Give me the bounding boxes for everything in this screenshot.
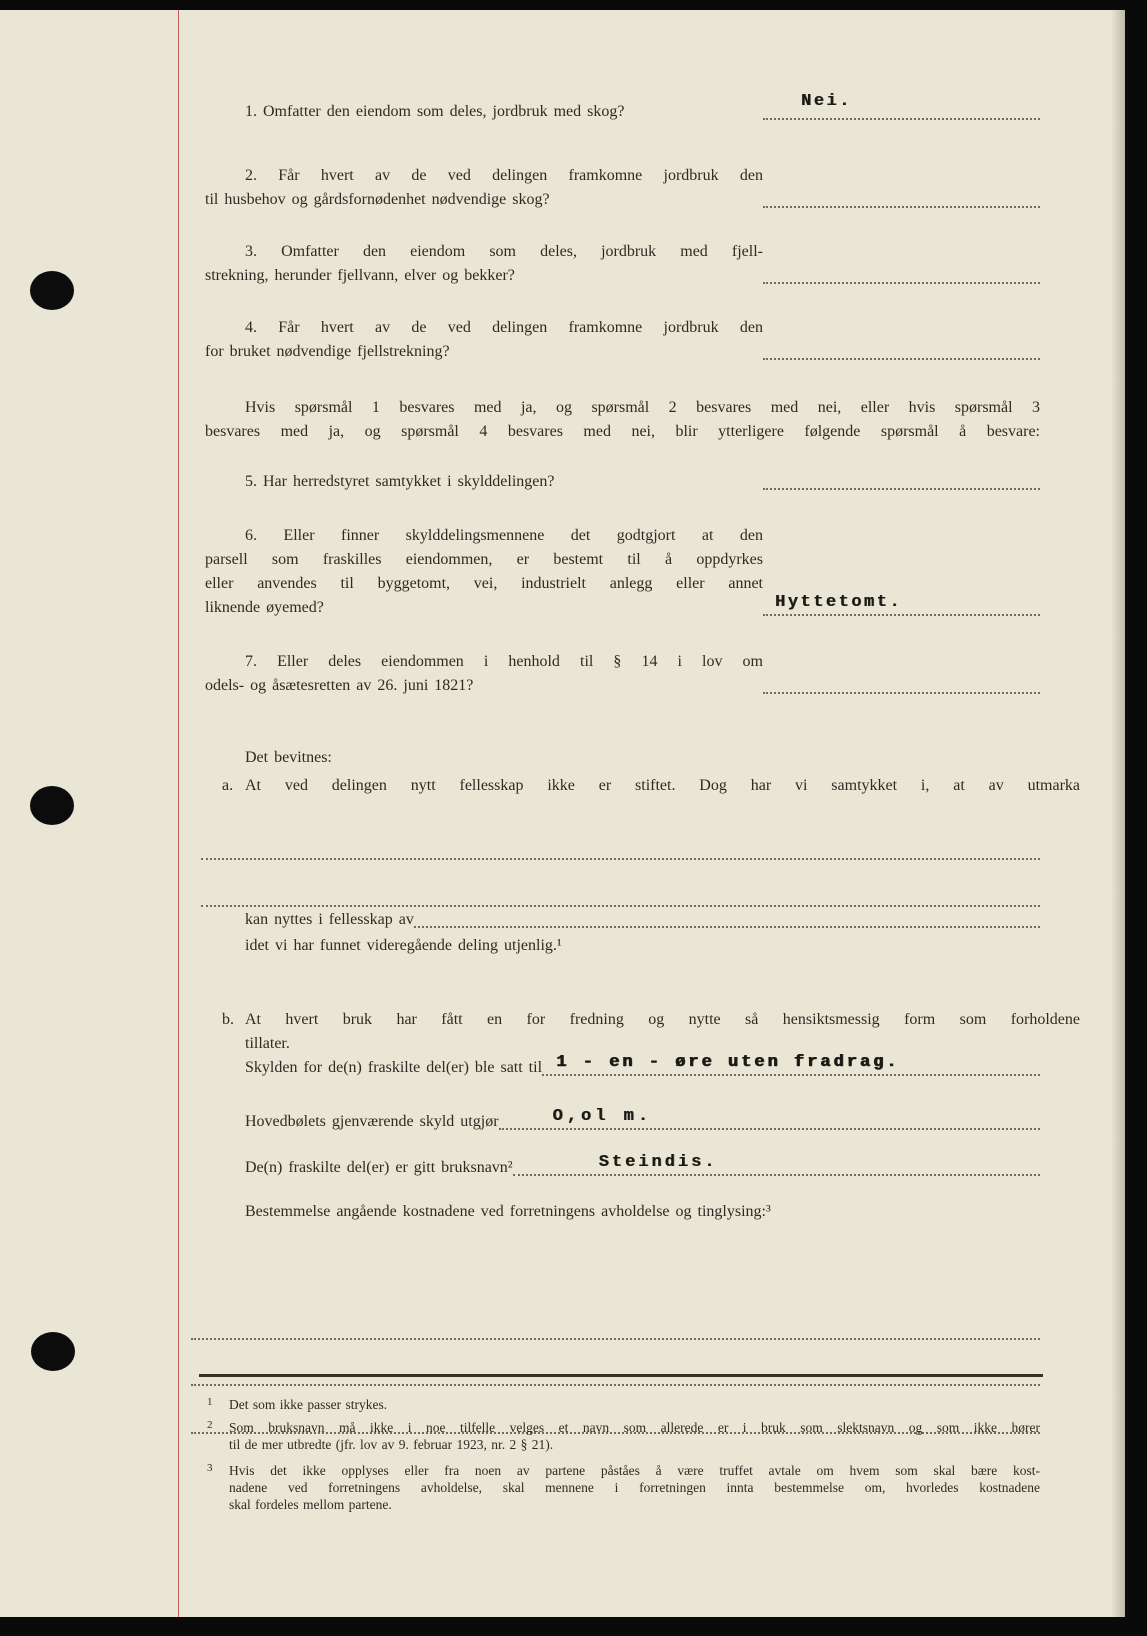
- form-content: [205, 10, 1080, 1512]
- answer-line-q3: [763, 282, 1040, 284]
- question-6-line4: liknende øyemed?: [205, 599, 324, 616]
- attest-item-a: [205, 774, 1080, 798]
- footnote-2-marker: 2: [207, 1419, 213, 1431]
- footnote-1: [205, 1396, 1040, 1413]
- question-1: [205, 92, 1040, 124]
- question-7: [205, 650, 1040, 698]
- attest-b-line1: At hvert bruk har fått en for fredning og nytte så hensiktsmessig form som forholdene: [245, 1011, 1080, 1028]
- fellesskap-row: [205, 908, 1040, 932]
- skyld-answer-line: [542, 1053, 1040, 1076]
- blank-answer-line-2: [201, 905, 1040, 907]
- fellesskap-answer-line: [414, 926, 1040, 928]
- question-6: [205, 524, 1040, 620]
- question-4: [205, 316, 1040, 364]
- question-2: [205, 164, 1040, 212]
- red-margin-line: [178, 10, 179, 1617]
- bruksnavn-answer-line: [513, 1153, 1040, 1176]
- question-7-line2: odels- og åsætesretten av 26. juni 1821?: [205, 677, 474, 694]
- kostnad-label: Bestemmelse angående kostnadene ved forretningens avholdelse og tinglysing:³: [245, 1203, 771, 1220]
- conditions-line1: Hvis spørsmål 1 besvares med ja, og spørsmål 2 besvares med nei, eller hvis spørsmål 3: [245, 399, 1040, 416]
- footnote-separator: [199, 1374, 1043, 1377]
- typed-answer-q1: Nei.: [801, 92, 852, 111]
- footnote-1-text: Det som ikke passer strykes.: [229, 1397, 388, 1412]
- blank-answer-line-1: [201, 858, 1040, 860]
- page-edge-shadow: [1111, 10, 1125, 1617]
- punch-hole-top: [30, 271, 74, 310]
- hovedbol-field: [205, 1107, 1040, 1134]
- answer-line-q1: [763, 92, 1040, 120]
- footnote-3-marker: 3: [207, 1462, 213, 1474]
- attest-item-b: [205, 1008, 1080, 1056]
- paper-page: [0, 10, 1125, 1617]
- footnote-3-line2: nadene ved forretningens avholdelse, skal mennene i forretningen innta bestemmelse om, hvorledes kostnadene: [229, 1480, 1040, 1495]
- question-6-line1: 6. Eller finner skylddelingsmennene det godtgjort at den: [245, 527, 763, 544]
- footnote-3-line3: skal fordeles mellom partene.: [229, 1497, 392, 1512]
- blank-answer-line-4: [191, 1384, 1040, 1386]
- question-5: [205, 470, 1040, 494]
- attest-a-label: a.: [222, 777, 234, 794]
- conditions-paragraph: [205, 396, 1040, 444]
- hovedbol-label: Hovedbølets gjenværende skyld utgjør: [245, 1113, 499, 1130]
- footnote-2: [205, 1419, 1040, 1453]
- typed-hovedbol-value: O,ol m.: [552, 1107, 652, 1126]
- question-4-line1: 4. Får hvert av de ved delingen framkomne jordbruk den: [245, 319, 763, 336]
- typed-bruksnavn-value: Steindis.: [598, 1153, 718, 1172]
- bruksnavn-label: De(n) fraskilte del(er) er gitt bruksnavn²: [245, 1159, 513, 1176]
- question-3-line1: 3. Omfatter den eiendom som deles, jordbruk med fjell-: [245, 243, 763, 260]
- question-3: [205, 240, 1040, 288]
- question-6-line3: eller anvendes til byggetomt, vei, industrielt anlegg eller annet: [205, 575, 763, 592]
- conditions-line2: besvares med ja, og spørsmål 4 besvares med nei, blir ytterligere følgende spørsmål å besvare:: [205, 423, 1040, 440]
- attest-b-label: b.: [222, 1011, 234, 1028]
- question-3-line2: strekning, herunder fjellvann, elver og bekker?: [205, 267, 515, 284]
- punch-hole-middle: [30, 786, 74, 825]
- footnote-3-line1: Hvis det ikke opplyses eller fra noen av partene påståes å være truffet avtale om hvem som skal bære kost-: [229, 1463, 1040, 1478]
- blank-answer-line-3: [191, 1338, 1040, 1340]
- footnote-2-line1: Som bruksnavn må ikke i noe tilfelle velges et navn som allerede er i bruk som slektsnavn og som ikke hører: [229, 1420, 1040, 1435]
- skyld-field: [205, 1053, 1040, 1080]
- attest-b-line2: tillater.: [245, 1035, 290, 1052]
- footnote-1-marker: 1: [207, 1396, 213, 1408]
- hovedbol-answer-line: [499, 1107, 1040, 1130]
- punch-hole-bottom: [31, 1332, 75, 1371]
- answer-line-q2: [763, 206, 1040, 208]
- footnote-3: [205, 1462, 1040, 1513]
- question-2-line2: til husbehov og gårdsfornødenhet nødvendige skog?: [205, 191, 550, 208]
- question-7-line1: 7. Eller deles eiendommen i henhold til § 14 i lov om: [245, 653, 763, 670]
- answer-line-q6: [763, 593, 1040, 616]
- question-6-line2: parsell som fraskilles eiendommen, er bestemt til å oppdyrkes: [205, 551, 763, 568]
- footnote-2-line2: til de mer utbredte (jfr. lov av 9. februar 1923, nr. 2 § 21).: [229, 1437, 554, 1452]
- bruksnavn-field: [205, 1153, 1040, 1180]
- answer-line-q7: [763, 692, 1040, 694]
- question-1-text: 1. Omfatter den eiendom som deles, jordbruk med skog?: [245, 103, 625, 120]
- typed-skyld-value: 1 - en - øre uten fradrag.: [556, 1053, 900, 1072]
- fellesskap-label: kan nyttes i fellesskap av: [245, 911, 414, 928]
- skyld-label: Skylden for de(n) fraskilte del(er) ble satt til: [245, 1059, 543, 1076]
- question-2-line1: 2. Får hvert av de ved delingen framkomne jordbruk den: [245, 167, 763, 184]
- answer-line-q5: [763, 488, 1040, 490]
- question-4-line2: for bruket nødvendige fjellstrekning?: [205, 343, 450, 360]
- attest-heading: Det bevitnes:: [245, 749, 332, 766]
- attest-a-note: idet vi har funnet videregående deling utjenlig.¹: [245, 937, 562, 954]
- typed-answer-q6: Hyttetomt.: [775, 593, 903, 612]
- attest-a-text: At ved delingen nytt fellesskap ikke er stiftet. Dog har vi samtykket i, at av utmarka: [245, 777, 1080, 794]
- question-5-text: 5. Har herredstyret samtykket i skylddelingen?: [245, 473, 555, 490]
- answer-line-q4: [763, 358, 1040, 360]
